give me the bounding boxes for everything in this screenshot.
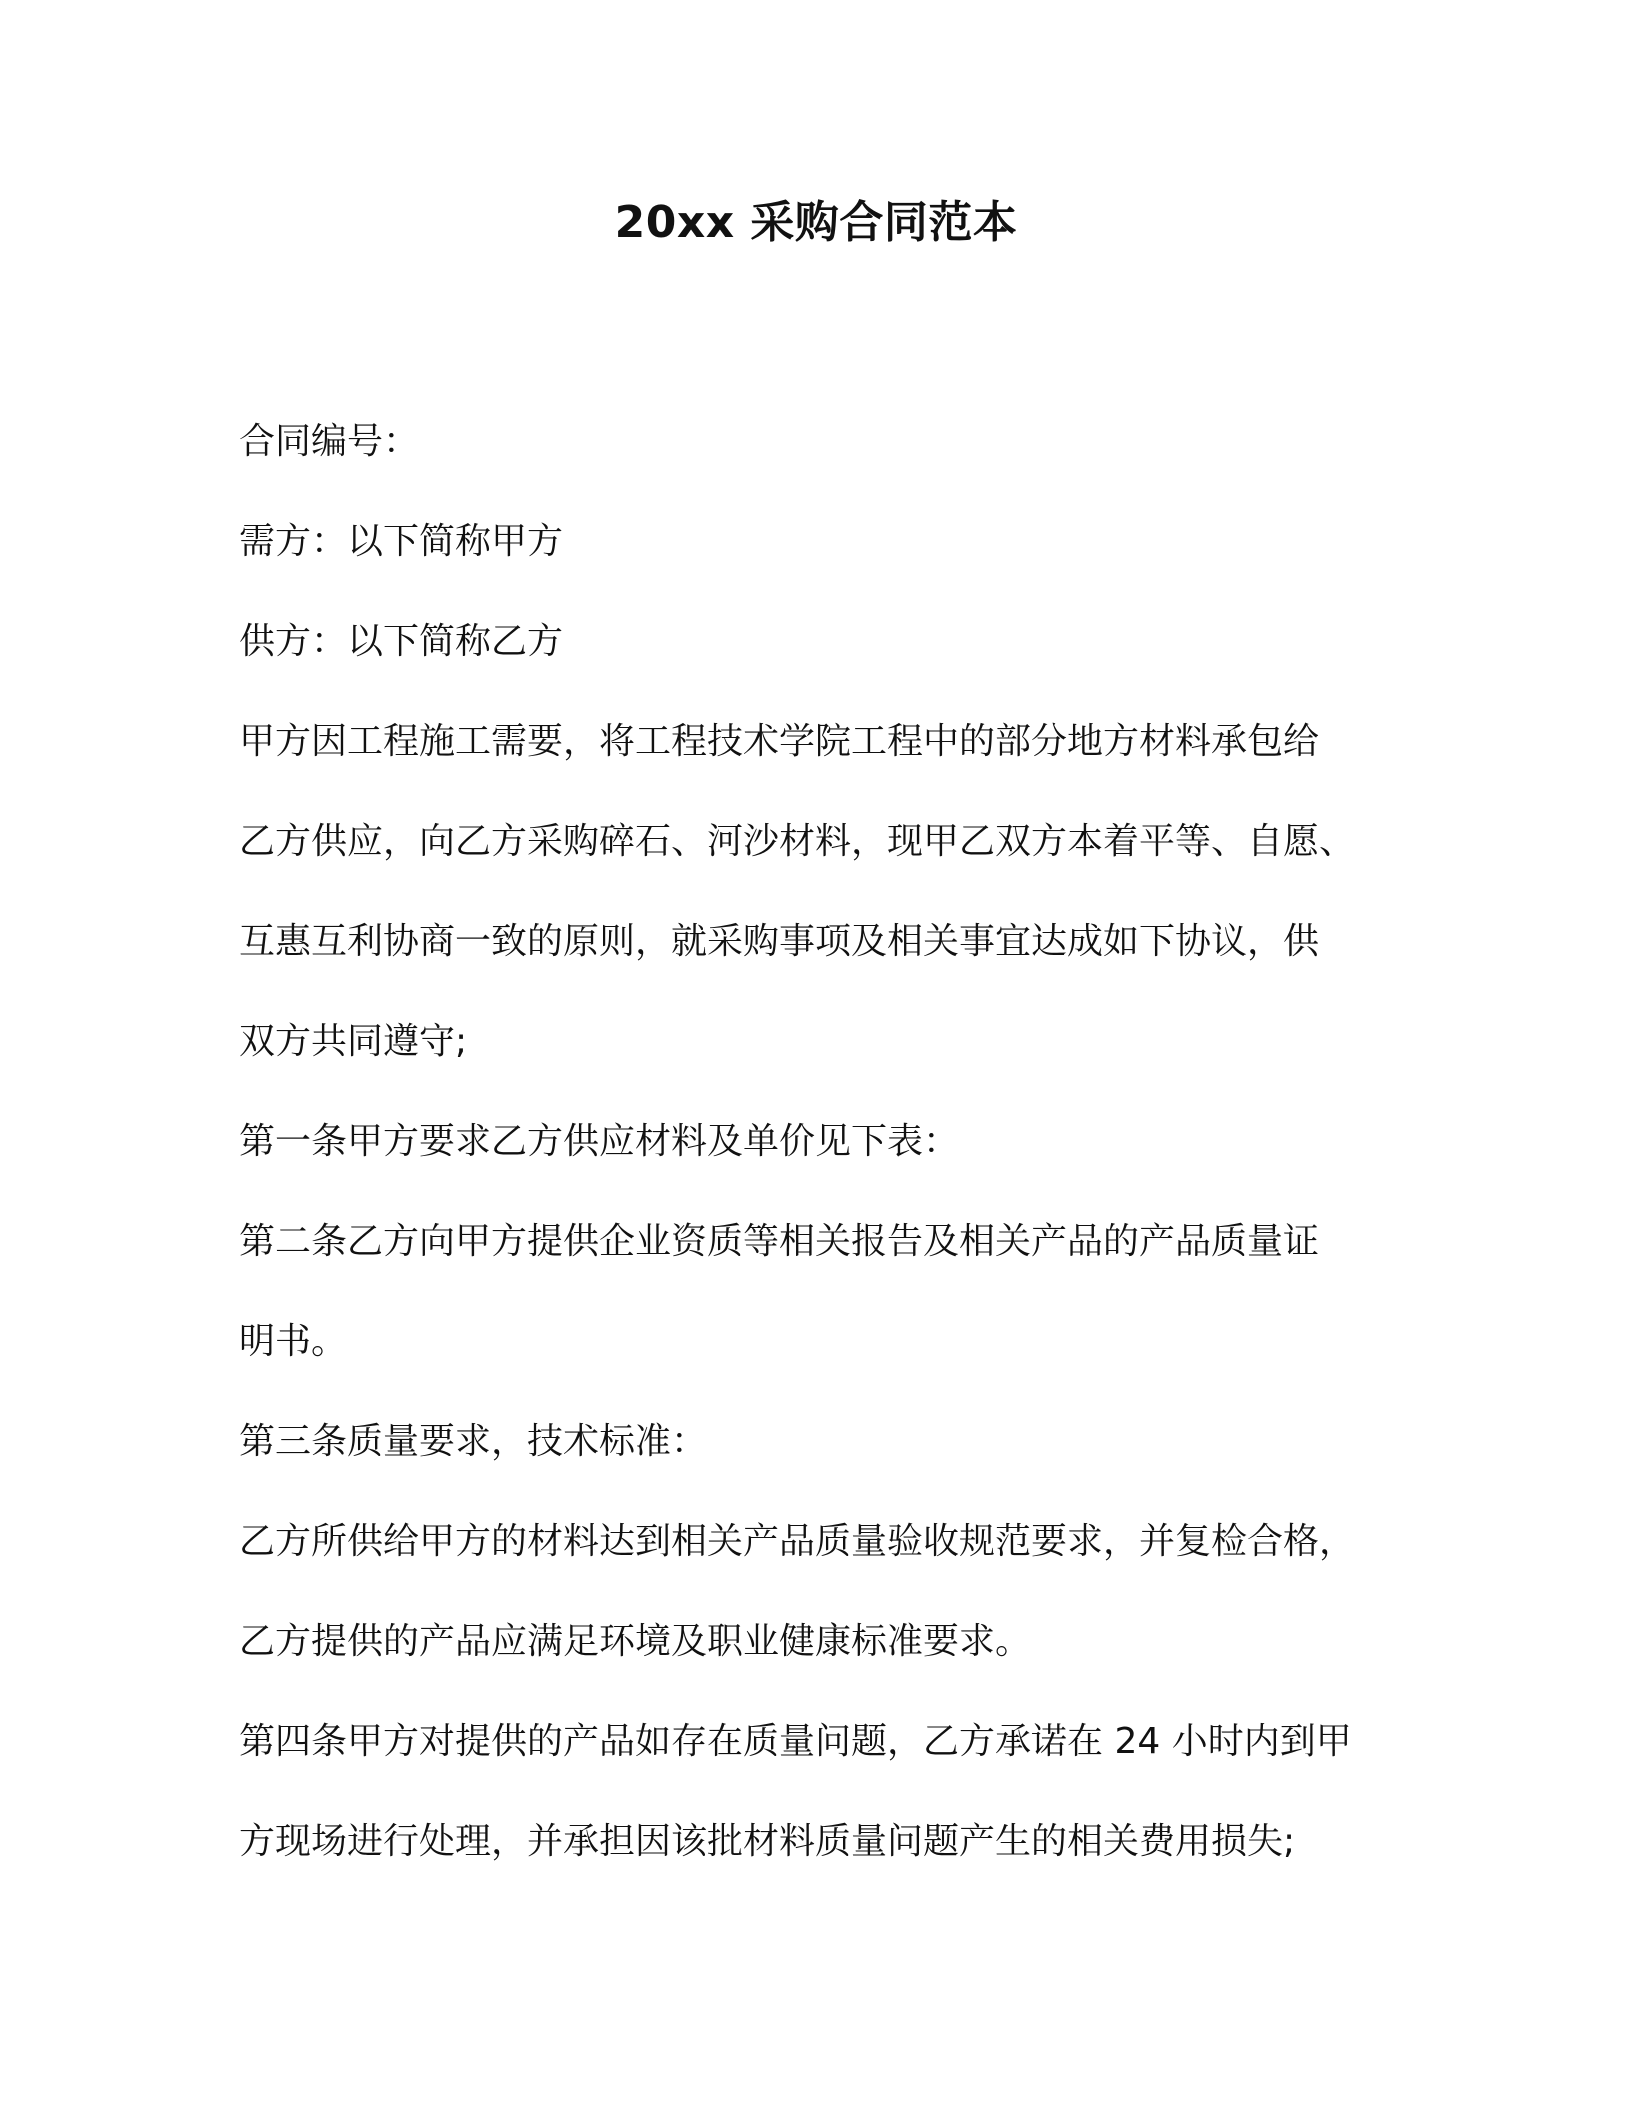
paragraph-line: 乙方所供给甲方的材料达到相关产品质量验收规范要求，并复检合格， (239, 1521, 1356, 1562)
paragraph-line: 双方共同遵守; (239, 1021, 468, 1062)
article-3-line: 第三条质量要求，技术标准： (239, 1421, 708, 1462)
paragraph-line: 乙方提供的产品应满足环境及职业健康标准要求。 (239, 1621, 1032, 1662)
article-4-line: 第四条甲方对提供的产品如存在质量问题，乙方承诺在 24 小时内到甲 (239, 1721, 1352, 1762)
article-2-line: 第二条乙方向甲方提供企业资质等相关报告及相关产品的产品质量证 (239, 1221, 1320, 1262)
paragraph-line: 乙方供应，向乙方采购碎石、河沙材料，现甲乙双方本着平等、自愿、 (239, 821, 1356, 862)
buyer-line: 需方：以下简称甲方 (239, 521, 564, 562)
document-title: 20xx 采购合同范本 (614, 197, 1018, 248)
article-2-line: 明书。 (239, 1321, 348, 1362)
paragraph-line: 甲方因工程施工需要，将工程技术学院工程中的部分地方材料承包给 (239, 721, 1320, 762)
contract-number-line: 合同编号： (239, 421, 420, 462)
supplier-line: 供方：以下简称乙方 (239, 621, 564, 662)
article-1-line: 第一条甲方要求乙方供应材料及单价见下表： (239, 1121, 960, 1162)
article-4-line: 方现场进行处理，并承担因该批材料质量问题产生的相关费用损失; (239, 1821, 1296, 1862)
paragraph-line: 互惠互利协商一致的原则，就采购事项及相关事宜达成如下协议，供 (239, 921, 1320, 962)
